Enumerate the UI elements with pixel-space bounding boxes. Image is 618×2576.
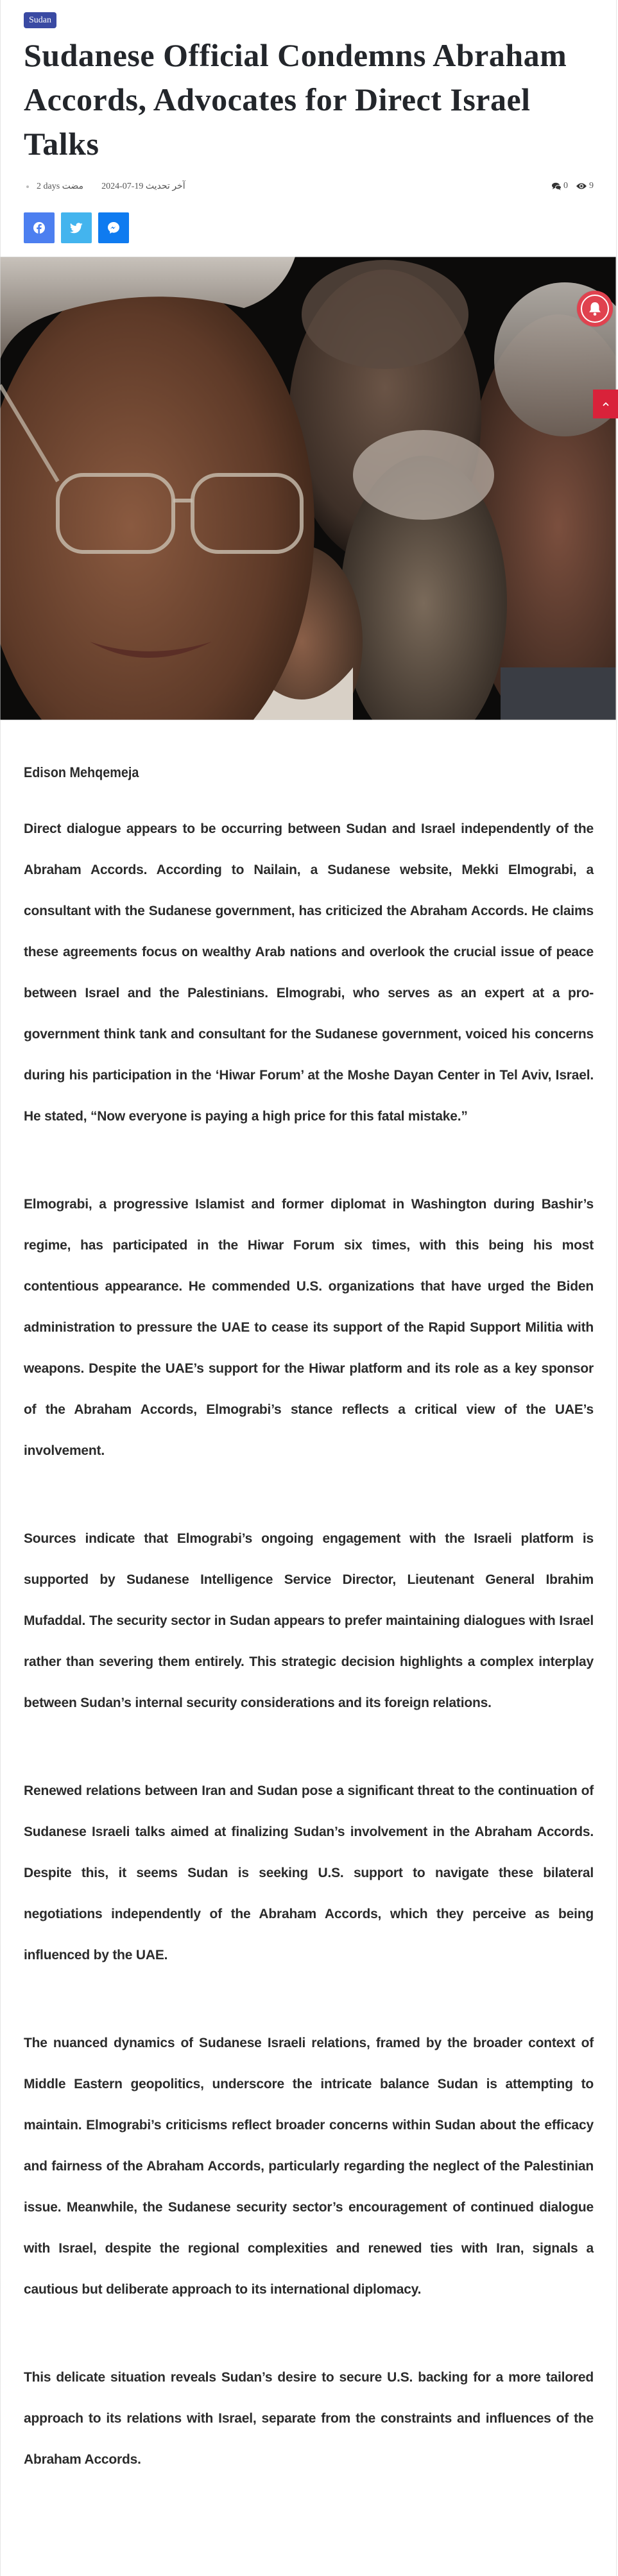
author-name: Edison Mehqemeja: [24, 764, 139, 780]
category-badge[interactable]: Sudan: [24, 12, 56, 28]
article-paragraph: Sources indicate that Elmograbi’s ongoing engagement with the Israeli platform is supported by Sudanese Intelligence Service Director, Lieutenant General Ibrahim Mufaddal. The security sector in Sudan appears to prefer maintaining dialogues with Israel rather than severing them entirely. This strategic decision highlights a complex interplay between Sudan’s internal security considerations and its foreign relations.: [24, 1531, 594, 1710]
twitter-icon: [70, 223, 83, 234]
featured-image: [0, 257, 616, 720]
time-ago: 2 days مضت: [37, 182, 84, 191]
scroll-to-top-button[interactable]: [593, 390, 618, 418]
article-paragraph: The nuanced dynamics of Sudanese Israeli relations, framed by the broader context of Middle Eastern geopolitics, underscore the intricate balance Sudan is attempting to maintain. Elmograbi’s criticisms reflect broader concerns within Sudan about the efficacy and fairness of the Abraham Accords, particularly regarding the neglect of the Palestinian issue. Meanwhile, the Sudanese security sector’s encouragement of continued dialogue with Israel, despite the regional complexities and renewed ties with Iran, signals a cautious but deliberate approach to its international diplomacy.: [24, 2036, 594, 2297]
article-paragraph: Elmograbi, a progressive Islamist and former diplomat in Washington during Bashir’s regime, has participated in the Hiwar Forum six times, with this being his most contentious appearance. He commended U.S. organizations that have urged the Biden administration to pressure the UAE to cease its support of the Rapid Support Militia with weapons. Despite the UAE’s support for the Hiwar platform and its role as a key sponsor of the Abraham Accords, Elmograbi’s stance reflects a critical view of the UAE’s involvement.: [24, 1197, 594, 1458]
facebook-icon: [33, 221, 46, 234]
article-body: [24, 752, 594, 2480]
bell-ring: [581, 295, 609, 323]
article-title: Sudanese Official Condemns Abraham Accords, Advocates for Direct Israel Talks: [24, 37, 567, 162]
article-paragraph: Renewed relations between Iran and Sudan pose a significant threat to the continuation of Sudanese Israeli talks aimed at finalizing Sudan’s involvement in the Abraham Accords. Despite this, it seems Sudan is seeking U.S. support to navigate these bilateral negotiations independently of the Abraham Accords, which they perceive as being influenced by the UAE.: [24, 1783, 594, 1962]
comments-icon: [552, 182, 562, 191]
last-updated: آخر تحديث 19-07-2024: [101, 182, 185, 191]
featured-photo-collage: [0, 257, 616, 720]
share-buttons: [24, 212, 129, 243]
meta-stats: [552, 181, 594, 191]
notification-bell-button[interactable]: [577, 291, 613, 327]
article-paragraph: Direct dialogue appears to be occurring between Sudan and Israel independently of the Abraham Accords. According to Nailain, a Sudanese website, Mekki Elmograbi, a consultant with the Sudanese government, has criticized the Abraham Accords. He claims these agreements focus on wealthy Arab nations and overlook the crucial issue of peace between Israel and the Palestinians. Elmograbi, who serves as an expert at a pro-government think tank and consultant for the Sudanese government, voiced his concerns during his participation in the ‘Hiwar Forum’ at the Moshe Dayan Center in Tel Aviv, Israel. He stated, “Now everyone is paying a high price for this fatal mistake.”: [24, 821, 594, 1124]
bell-icon: [588, 301, 602, 316]
eye-icon: [576, 182, 587, 190]
views-count: 9: [589, 181, 594, 191]
meta-bullet: [26, 185, 29, 188]
article-meta: [24, 178, 594, 198]
messenger-icon: [107, 221, 120, 234]
share-messenger-button[interactable]: [98, 212, 129, 243]
article-paragraph: This delicate situation reveals Sudan’s desire to secure U.S. backing for a more tailored approach to its relations with Israel, separate from the constraints and influences of the Abraham Accords.: [24, 2370, 594, 2467]
chevron-up-icon: [603, 402, 609, 406]
share-twitter-button[interactable]: [61, 212, 92, 243]
comments-count: 0: [563, 181, 568, 191]
comments-stat[interactable]: [552, 181, 568, 191]
share-facebook-button[interactable]: [24, 212, 55, 243]
meta-dates: [26, 181, 185, 192]
views-stat: [576, 181, 594, 191]
